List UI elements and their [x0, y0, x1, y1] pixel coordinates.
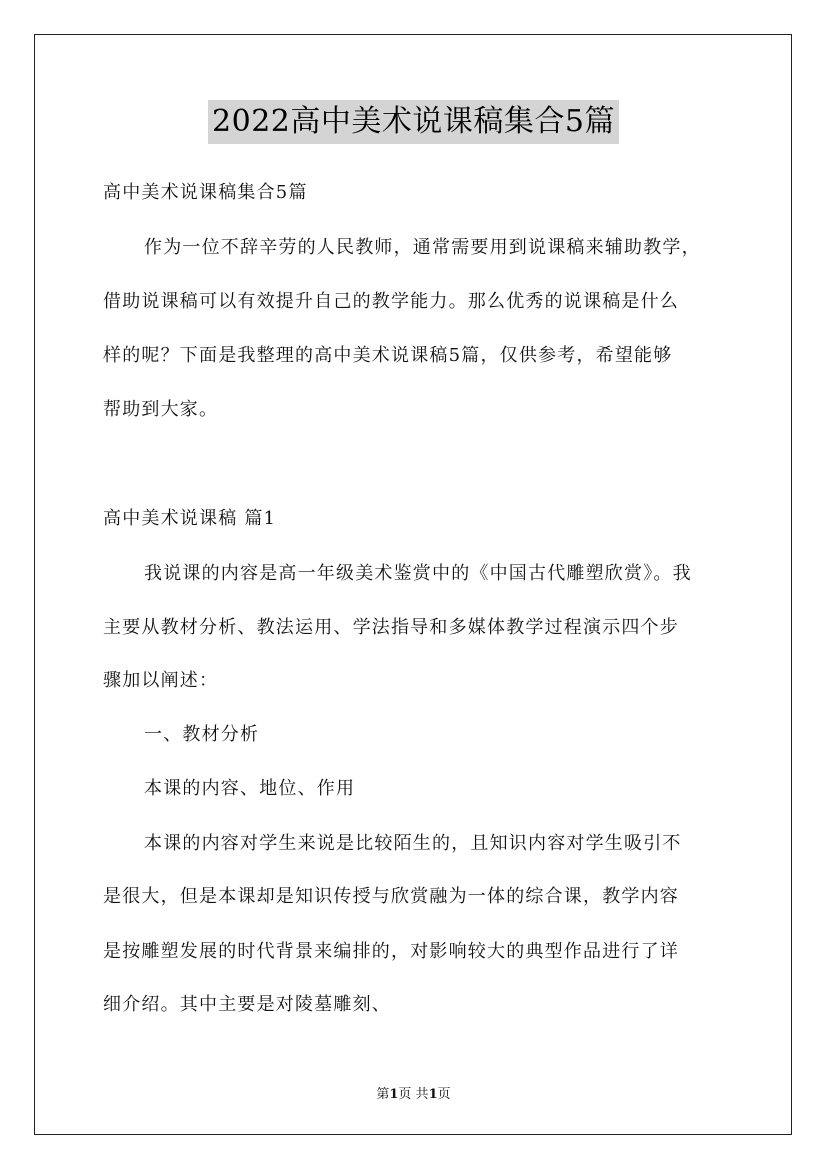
- paragraph-line: 细介绍。其中主要是对陵墓雕刻、: [103, 994, 391, 1015]
- paragraph-line: 是按雕塑发展的时代背景来编排的，对影响较大的典型作品进行了详: [103, 941, 679, 962]
- paragraph-line: 帮助到大家。: [103, 399, 219, 420]
- footer-page-prefix: 第: [376, 1087, 390, 1102]
- subtitle-line: 高中美术说课稿集合5篇: [103, 182, 308, 203]
- paragraph-line: 骤加以阐述：: [103, 670, 219, 691]
- subsection-heading: 一、教材分析: [144, 724, 260, 745]
- section-heading: 高中美术说课稿 篇1: [103, 508, 277, 529]
- paragraph-line: 本课的内容对学生来说是比较陌生的，且知识内容对学生吸引不: [144, 833, 682, 854]
- footer-page-total: 1: [428, 1087, 438, 1102]
- paragraph-line: 作为一位不辞辛劳的人民教师，通常需要用到说课稿来辅助教学，: [144, 237, 701, 258]
- page-footer: [0, 1083, 827, 1102]
- paragraph-line: 主要从教材分析、教法运用、学法指导和多媒体教学过程演示四个步: [103, 617, 679, 638]
- title-container: [0, 100, 827, 144]
- paragraph-line: 样的呢？下面是我整理的高中美术说课稿5篇，仅供参考，希望能够: [103, 345, 673, 366]
- subsection-heading: 本课的内容、地位、作用: [144, 778, 356, 799]
- paragraph-line: 是很大，但是本课却是知识传授与欣赏融为一体的综合课，教学内容: [103, 886, 679, 907]
- paragraph-line: 我说课的内容是高一年级美术鉴赏中的《中国古代雕塑欣赏》。我: [144, 563, 692, 584]
- document-title: 2022高中美术说课稿集合5篇: [208, 100, 619, 144]
- footer-page-suffix: 页: [437, 1087, 451, 1102]
- paragraph-line: 借助说课稿可以有效提升自己的教学能力。那么优秀的说课稿是什么: [103, 291, 679, 312]
- footer-page-current: 1: [389, 1087, 399, 1102]
- footer-page-mid: 页 共: [398, 1087, 429, 1102]
